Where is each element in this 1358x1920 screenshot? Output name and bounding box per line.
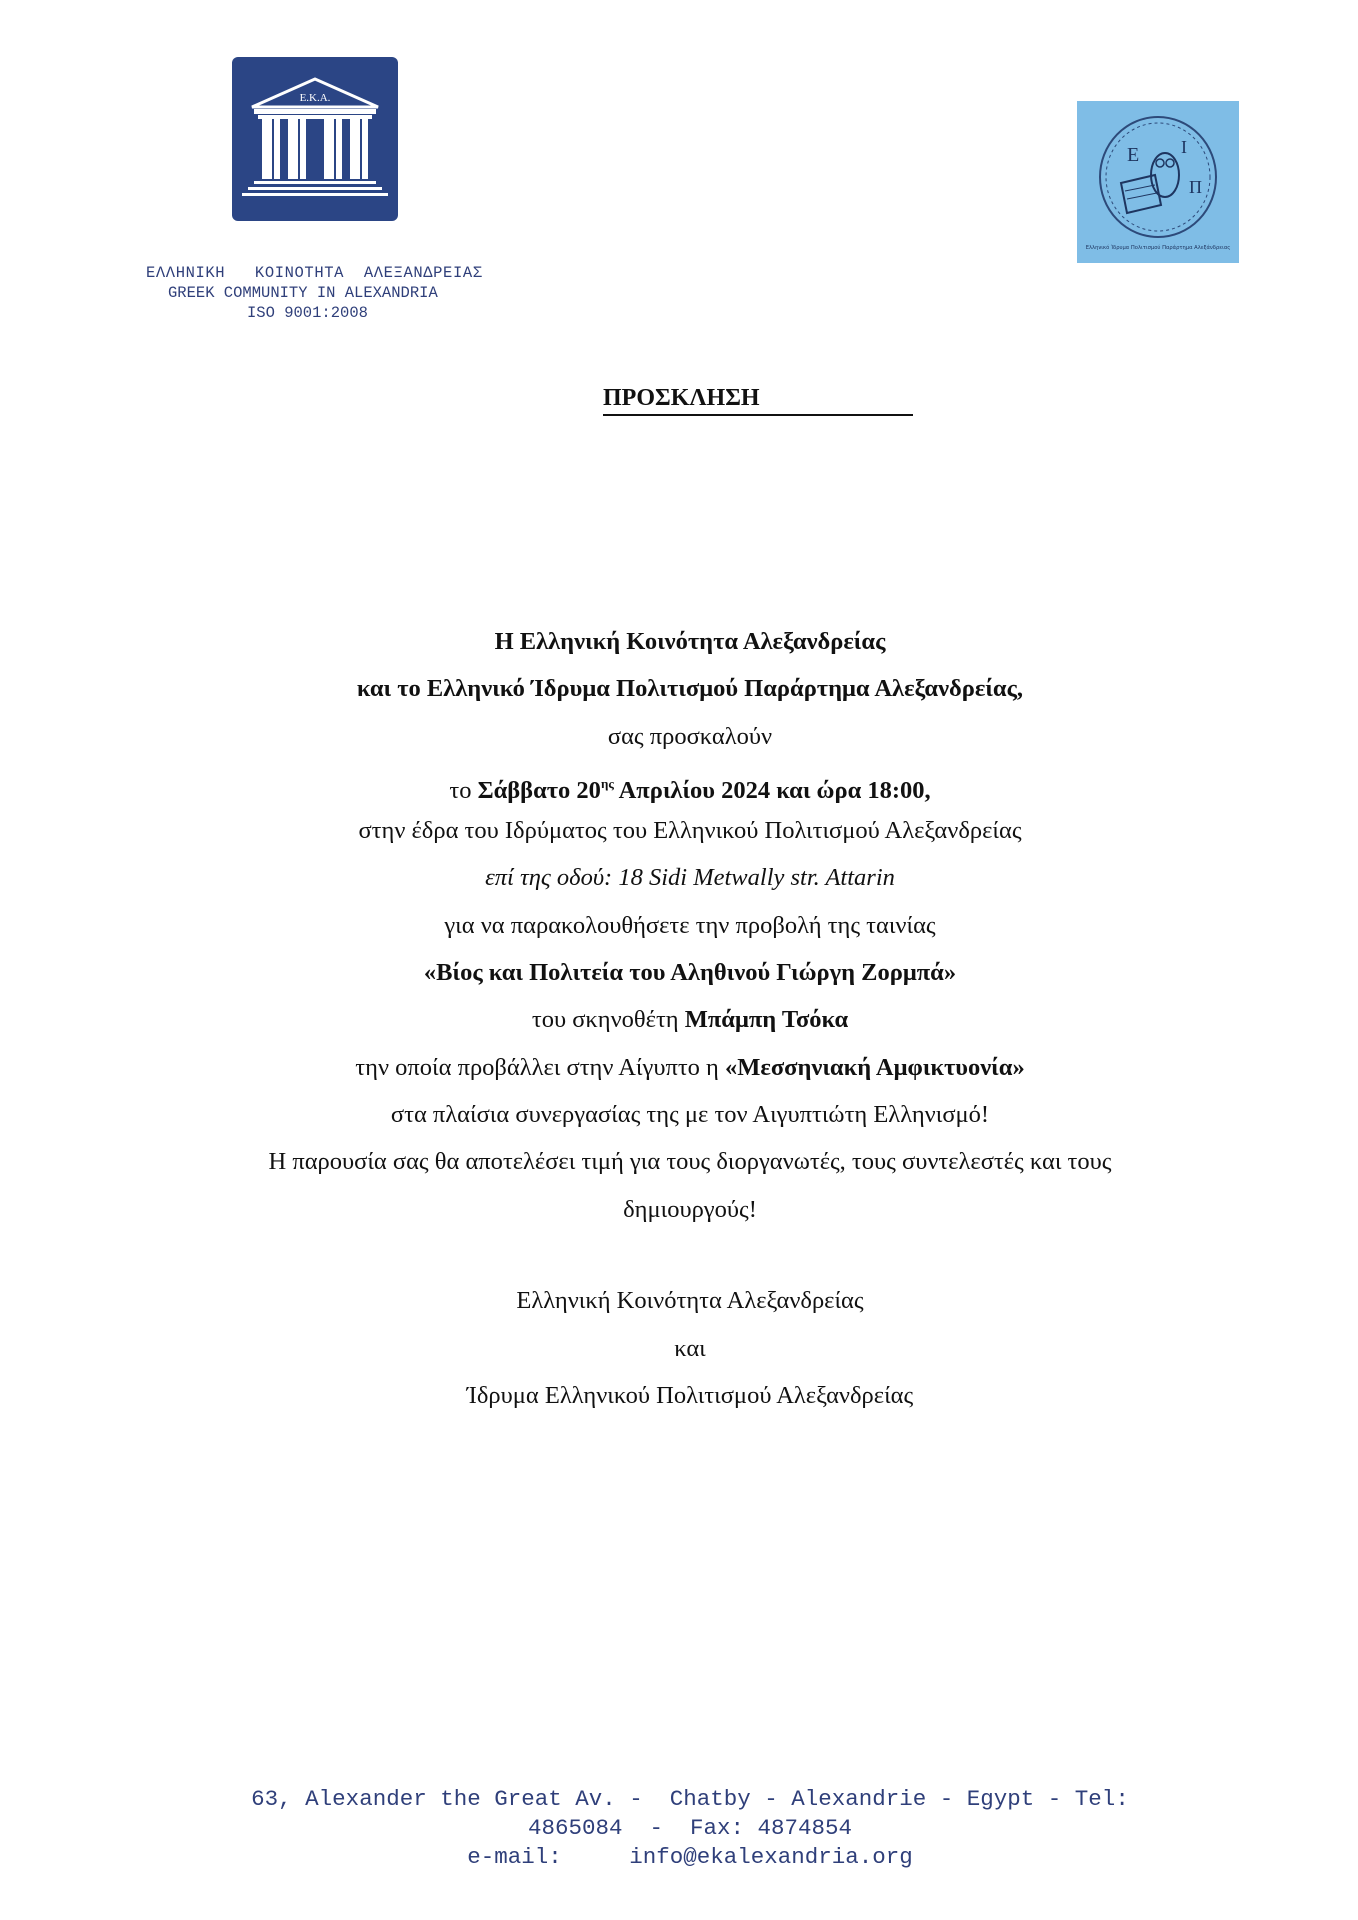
signature-line-2: και [674, 1334, 706, 1362]
event-address: επί της οδού: 18 Sidi Metwally str. Attarin [485, 864, 895, 892]
event-day: Σάββατο 20 [477, 776, 601, 804]
invitation-body [160, 618, 1220, 1233]
director-name: Μπάμπη Τσόκα [684, 1006, 849, 1034]
footer-contact [180, 1785, 1200, 1872]
body-line-10 [160, 1044, 1220, 1091]
temple-icon [232, 57, 398, 221]
seal-caption: Ελληνικό Ίδρυμα Πολιτισμού Παράρτημα Αλεξάνδρειας [1085, 245, 1231, 251]
footer-phone-fax: 4865084 - Fax: 4874854 [527, 1815, 853, 1841]
body-line-2: και το Ελληνικό Ίδρυμα Πολιτισμού Παράρτημα Αλεξανδρείας, [356, 675, 1024, 703]
signature-line-1: Ελληνική Κοινότητα Αλεξανδρείας [516, 1287, 864, 1314]
svg-text:Π: Π [1189, 177, 1202, 197]
event-date-time: Απριλίου 2024 και ώρα 18:00, [613, 776, 931, 804]
body-line-1: Η Ελληνική Κοινότητα Αλεξανδρείας [494, 628, 886, 655]
body-line-9 [160, 996, 1220, 1043]
document-title: ΠΡΟΣΚΛΗΣΗ [603, 383, 913, 416]
svg-text:Ι: Ι [1181, 137, 1187, 157]
greek-community-logo [232, 57, 398, 221]
signature-line-3: Ίδρυμα Ελληνικού Πολιτισμού Αλεξανδρείας [466, 1382, 914, 1409]
body-line-12: Η παρουσία σας θα αποτελέσει τιμή για τους διοργανωτές, τους συντελεστές και τους [268, 1148, 1112, 1176]
owl-coin-icon [1077, 101, 1239, 263]
community-greek-name: ΕΛΛΗΝΙΚΗ ΚΟΙΝΟΤΗΤΑ ΑΛΕΞΑΝΔΡΕΙΑΣ [146, 264, 483, 282]
director-prefix: του σκηνοθέτη [531, 1006, 685, 1034]
ordinal-suffix: ης [600, 775, 614, 791]
logo-label: E.K.A. [299, 92, 331, 104]
body-line-4 [160, 760, 1220, 807]
hellenic-foundation-seal [1077, 101, 1239, 263]
organization-name: «Μεσσηνιακή Αμφικτυονία» [724, 1053, 1025, 1081]
body-line-5: στην έδρα του Ιδρύματος του Ελληνικού Πολιτισμού Αλεξανδρείας [358, 817, 1022, 845]
body-line-13: δημιουργούς! [623, 1195, 757, 1223]
body-line-7: για να παρακολουθήσετε την προβολή της ταινίας [444, 911, 936, 939]
footer-address: 63, Alexander the Great Av. - Chatby - Alexandrie - Egypt - Tel: [251, 1786, 1129, 1812]
signature-block [360, 1277, 1020, 1420]
footer-email: e-mail: info@ekalexandria.org [467, 1844, 913, 1870]
body-line-11: στα πλαίσια συνεργασίας της με τον Αιγυπτιώτη Ελληνισμό! [390, 1100, 990, 1128]
iso-certification: ISO 9001:2008 [247, 304, 368, 322]
community-english-name: GREEK COMMUNITY IN ALEXANDRIA [168, 284, 438, 302]
svg-text:Ε: Ε [1127, 144, 1140, 166]
film-title: «Βίος και Πολιτεία του Αληθινού Γιώργη Ζορμπά» [423, 959, 957, 987]
date-prefix: το [449, 776, 478, 804]
screening-prefix: την οποία προβάλλει στην Αίγυπτο η [355, 1053, 725, 1081]
body-line-3: σας προσκαλούν [607, 722, 773, 750]
